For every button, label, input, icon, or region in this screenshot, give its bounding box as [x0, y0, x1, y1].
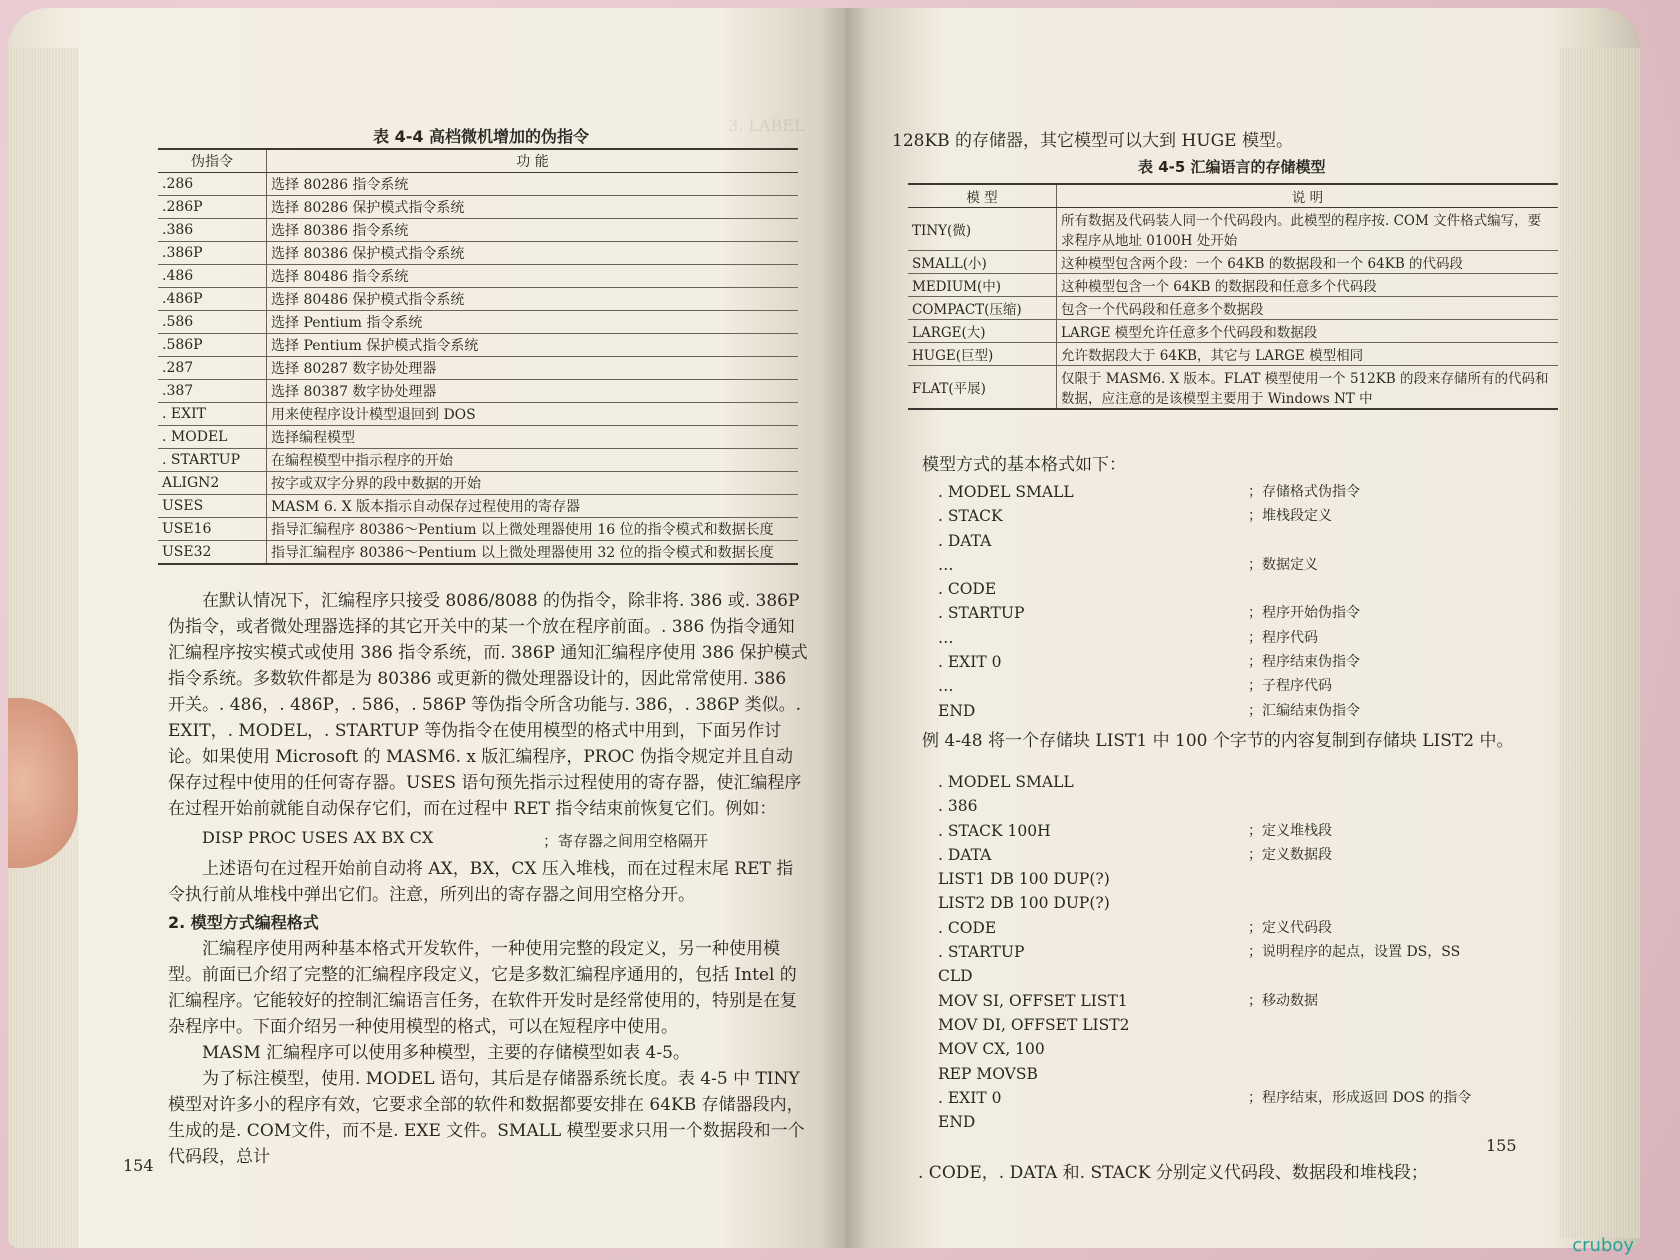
table-cell: 选择 80486 保护模式指令系统 [267, 288, 799, 311]
open-book [8, 8, 1640, 1260]
code-line [938, 553, 1578, 577]
page-number: 155 [1486, 1136, 1517, 1155]
table-header-row [908, 184, 1558, 208]
table-cell: .386 [158, 219, 267, 242]
code-text: LIST1 DB 100 DUP(?) [938, 870, 1110, 889]
table-cell: . EXIT [158, 403, 267, 426]
code-line [938, 891, 1578, 915]
table-row [158, 472, 798, 495]
code-comment: ；程序结束，形成返回 DOS 的指令 [1248, 1089, 1472, 1106]
table-header-cell: 功 能 [267, 149, 799, 173]
code-text: . CODE [938, 918, 997, 937]
code-text: . STACK [938, 507, 1003, 526]
paragraph: 在默认情况下，汇编程序只接受 8086/8088 的伪指令，除非将. 386 或. 386P 伪指令，或者微处理器选择的其它开关中的某一个放在程序前面。. 386 伪指令通知汇编程序按实模式或使用 386 指令系统，而. 386P 通知汇编程序使用 386 保护模式指令系统。多数软件都是为 80386 或更新的微处理器设计的，因此常常使用. 386 开关。. 486，. 486P，. 586，. 586P 等伪指令所含功能与. 386，. 386P 类似。. EXIT，. MODEL，. STARTUP 等伪指令在使用模型的格式中用到，下面另作讨论。 [168, 591, 808, 767]
code-text: … [938, 555, 954, 574]
left-page-edges [8, 48, 78, 1248]
table-row [158, 403, 798, 426]
table-cell: 用来使程序设计模型退回到 DOS [267, 403, 799, 426]
table-row [158, 380, 798, 403]
table-cell: LARGE 模型允许任意多个代码段和数据段 [1057, 320, 1559, 343]
top-line: 128KB 的存储器，其它模型可以大到 HUGE 模型。 [892, 131, 1293, 151]
paragraph: 汇编程序使用两种基本格式开发软件，一种使用完整的段定义，另一种使用模型。前面已介绍了完整的汇编程序段定义，它是多数汇编程序通用的，包括 Intel 的汇编程序。它能较好的控制汇编语言任务，在软件开发时是经常使用的，特别是在复杂程序中。下面介绍另一种使用模型的格式，可以在短程序中使用。 [168, 939, 797, 1037]
table-cell: USE16 [158, 518, 267, 541]
table-cell: COMPACT(压缩) [908, 297, 1057, 320]
code-text: . EXIT 0 [938, 1088, 1002, 1107]
code-text: LIST2 DB 100 DUP(?) [938, 894, 1110, 913]
code-text: END [938, 1113, 976, 1132]
table-cell: .286P [158, 196, 267, 219]
watermark: cruboy [1572, 1235, 1634, 1256]
table-cell: . MODEL [158, 426, 267, 449]
table-4-4 [158, 148, 798, 565]
example-title: 例 4-48 将一个存储块 LIST1 中 100 个字节的内容复制到存储块 LIST2 中。 [922, 731, 1514, 751]
table-row [158, 449, 798, 472]
table-cell: USES [158, 495, 267, 518]
code-comment: ；定义代码段 [1248, 919, 1332, 936]
code-line [938, 964, 1578, 988]
table-row [158, 426, 798, 449]
table-row [908, 251, 1558, 274]
table-row [158, 196, 798, 219]
code-text: . MODEL SMALL [938, 773, 1074, 791]
code-line [938, 577, 1578, 601]
code-line [938, 940, 1578, 964]
code-text: END [938, 701, 976, 720]
paragraph: 为了标注模型，使用. MODEL 语句，其后是存储器系统长度。表 4-5 中 TINY 模型对许多小的程序有效，它要求全部的软件和数据都要安排在 64KB 存储器段内，生成的是. COM文件，而不是. EXE 文件。SMALL 模型要求只用一个数据段和一个代码段，总计 [168, 1069, 805, 1167]
code-text: MOV CX, 100 [938, 1040, 1045, 1059]
bleed-through-text: 3. LABEL [728, 116, 805, 135]
code-comment: ；程序结束伪指令 [1248, 654, 1360, 671]
table-cell: 选择 80486 指令系统 [267, 265, 799, 288]
code-line [938, 699, 1578, 723]
code-text: . DATA [938, 845, 992, 864]
table-row [158, 173, 798, 196]
code-comment: ；存储格式伪指令 [1248, 484, 1360, 500]
code-line [938, 529, 1578, 553]
code-comment: ；移动数据 [1248, 992, 1318, 1009]
paragraph: MASM 汇编程序可以使用多种模型，主要的存储模型如表 4-5。 [202, 1043, 690, 1063]
table-row [158, 219, 798, 242]
paragraph: 如果使用 Microsoft 的 MASM6. x 版汇编程序，PROC 伪指令规定并且自动保存过程中使用的任何寄存器。USES 语句预先指示过程使用的寄存器，使汇编程序在过程开始前就能自动保存它们，而在过程中 RET 指令结束前恢复它们。例如： [168, 747, 802, 819]
table-cell: 选择 80387 数字协处理器 [267, 380, 799, 403]
code-line [938, 674, 1578, 698]
code-text: . MODEL SMALL [938, 483, 1074, 501]
table-cell: 选择 80386 指令系统 [267, 219, 799, 242]
example-comment: ；寄存器之间用空格隔开 [543, 832, 709, 850]
code-line [938, 843, 1578, 867]
table-row [908, 297, 1558, 320]
code-comment: ；子程序代码 [1248, 678, 1332, 695]
code-comment: ；程序代码 [1248, 629, 1318, 646]
table-cell: 包含一个代码段和任意多个数据段 [1057, 297, 1559, 320]
example-code-block [938, 770, 1578, 1134]
table-cell: 在编程模型中指示程序的开始 [267, 449, 799, 472]
code-text: MOV SI, OFFSET LIST1 [938, 991, 1128, 1010]
table-cell: 这种模型包含两个段：一个 64KB 的数据段和一个 64KB 的代码段 [1057, 251, 1559, 274]
code-text: . 386 [938, 797, 978, 816]
table-cell: 仅限于 MASM6. X 版本。FLAT 模型使用一个 512KB 的段来存储所有的代码和数据，应注意的是该模型主要用于 Windows NT 中 [1057, 366, 1559, 410]
code-text: … [938, 628, 954, 647]
code-line [938, 601, 1578, 625]
code-line [938, 1110, 1578, 1134]
code-line [938, 504, 1578, 528]
code-text: . DATA [938, 531, 992, 550]
table-cell: .586P [158, 334, 267, 357]
code-comment: ；堆栈段定义 [1248, 508, 1332, 525]
format-code-block [938, 480, 1578, 723]
table-cell: 选择 80287 数字协处理器 [267, 357, 799, 380]
table-row [158, 311, 798, 334]
table-row [158, 288, 798, 311]
table-cell: 指导汇编程序 80386～Pentium 以上微处理器使用 32 位的指令模式和数据长度 [267, 541, 799, 565]
right-page [846, 8, 1640, 1248]
table-row [158, 357, 798, 380]
table-row [158, 541, 798, 565]
table-4-5 [908, 183, 1558, 410]
code-line [938, 1086, 1578, 1110]
format-intro: 模型方式的基本格式如下： [922, 455, 1126, 475]
code-text: MOV DI, OFFSET LIST2 [938, 1015, 1130, 1034]
code-line [938, 819, 1578, 843]
table-cell: .287 [158, 357, 267, 380]
code-text: CLD [938, 967, 973, 986]
code-text: REP MOVSB [938, 1064, 1038, 1083]
table-cell: .286 [158, 173, 267, 196]
table-row [158, 518, 798, 541]
code-text: . STACK 100H [938, 821, 1051, 840]
code-text: . EXIT 0 [938, 653, 1002, 672]
table-header-row [158, 149, 798, 173]
table-cell: 选择编程模型 [267, 426, 799, 449]
table-header-cell: 说 明 [1057, 184, 1559, 208]
table-row [158, 265, 798, 288]
table-cell: 选择 Pentium 保护模式指令系统 [267, 334, 799, 357]
code-text: . CODE [938, 580, 997, 599]
table-row [158, 242, 798, 265]
table-cell: 选择 80286 保护模式指令系统 [267, 196, 799, 219]
table-cell: 选择 80286 指令系统 [267, 173, 799, 196]
table-header-cell: 模 型 [908, 184, 1057, 208]
table-row [908, 274, 1558, 297]
code-line [938, 1037, 1578, 1061]
bottom-line: . CODE，. DATA 和. STACK 分别定义代码段、数据段和堆栈段； [918, 1163, 1428, 1183]
code-line [938, 794, 1578, 818]
table-cell: 选择 80386 保护模式指令系统 [267, 242, 799, 265]
table-row [908, 343, 1558, 366]
table-cell: USE32 [158, 541, 267, 565]
table-cell: 按字或双字分界的段中数据的开始 [267, 472, 799, 495]
table-cell: SMALL(小) [908, 251, 1057, 274]
section-heading: 2. 模型方式编程格式 [168, 913, 319, 932]
table-row [158, 334, 798, 357]
code-comment: ；程序开始伪指令 [1248, 605, 1360, 622]
code-comment: ；定义数据段 [1248, 846, 1332, 863]
code-line [938, 867, 1578, 891]
code-comment: ；汇编结束伪指令 [1248, 702, 1360, 719]
paragraph: 上述语句在过程开始前自动将 AX，BX，CX 压入堆栈，而在过程末尾 RET 指令执行前从堆栈中弹出它们。注意，所列出的寄存器之间用空格分开。 [168, 859, 794, 905]
table-row [908, 320, 1558, 343]
table-cell: .486P [158, 288, 267, 311]
code-comment: ；数据定义 [1248, 556, 1318, 573]
table-cell: .387 [158, 380, 267, 403]
table-cell: . STARTUP [158, 449, 267, 472]
table-cell: HUGE(巨型) [908, 343, 1057, 366]
code-text: . STARTUP [938, 604, 1025, 623]
table-4-4-title: 表 4-4 高档微机增加的伪指令 [373, 127, 590, 146]
table-cell: FLAT(平展) [908, 366, 1057, 410]
table-cell: ALIGN2 [158, 472, 267, 495]
table-row [158, 495, 798, 518]
table-cell: 所有数据及代码装人同一个代码段内。此模型的程序按. COM 文件格式编写，要求程序从地址 0100H 处开始 [1057, 208, 1559, 251]
table-row [908, 208, 1558, 251]
code-line [938, 626, 1578, 650]
code-line [938, 1062, 1578, 1086]
table-cell: TINY(微) [908, 208, 1057, 251]
table-cell: .586 [158, 311, 267, 334]
code-text: . STARTUP [938, 943, 1025, 962]
table-cell: MASM 6. X 版本指示自动保存过程使用的寄存器 [267, 495, 799, 518]
code-comment: ；说明程序的起点，设置 DS，SS [1248, 944, 1461, 961]
page-number: 154 [123, 1156, 154, 1175]
left-page [8, 8, 846, 1248]
table-cell: LARGE(大) [908, 320, 1057, 343]
code-line [938, 916, 1578, 940]
table-header-cell: 伪指令 [158, 149, 267, 173]
table-cell: 指导汇编程序 80386～Pentium 以上微处理器使用 16 位的指令模式和数据长度 [267, 518, 799, 541]
table-row [908, 366, 1558, 410]
code-comment: ；定义堆栈段 [1248, 822, 1332, 839]
table-4-5-title: 表 4-5 汇编语言的存储模型 [1138, 158, 1326, 176]
code-line [938, 480, 1578, 504]
code-line [938, 650, 1578, 674]
code-line [938, 1013, 1578, 1037]
table-cell: .486 [158, 265, 267, 288]
example-code: DISP PROC USES AX BX CX [202, 828, 434, 847]
table-cell: .386P [158, 242, 267, 265]
table-cell: 选择 Pentium 指令系统 [267, 311, 799, 334]
code-text: … [938, 677, 954, 696]
code-line [938, 989, 1578, 1013]
table-cell: MEDIUM(中) [908, 274, 1057, 297]
code-line [938, 770, 1578, 794]
table-cell: 允许数据段大于 64KB，其它与 LARGE 模型相同 [1057, 343, 1559, 366]
table-cell: 这种模型包含一个 64KB 的数据段和任意多个代码段 [1057, 274, 1559, 297]
